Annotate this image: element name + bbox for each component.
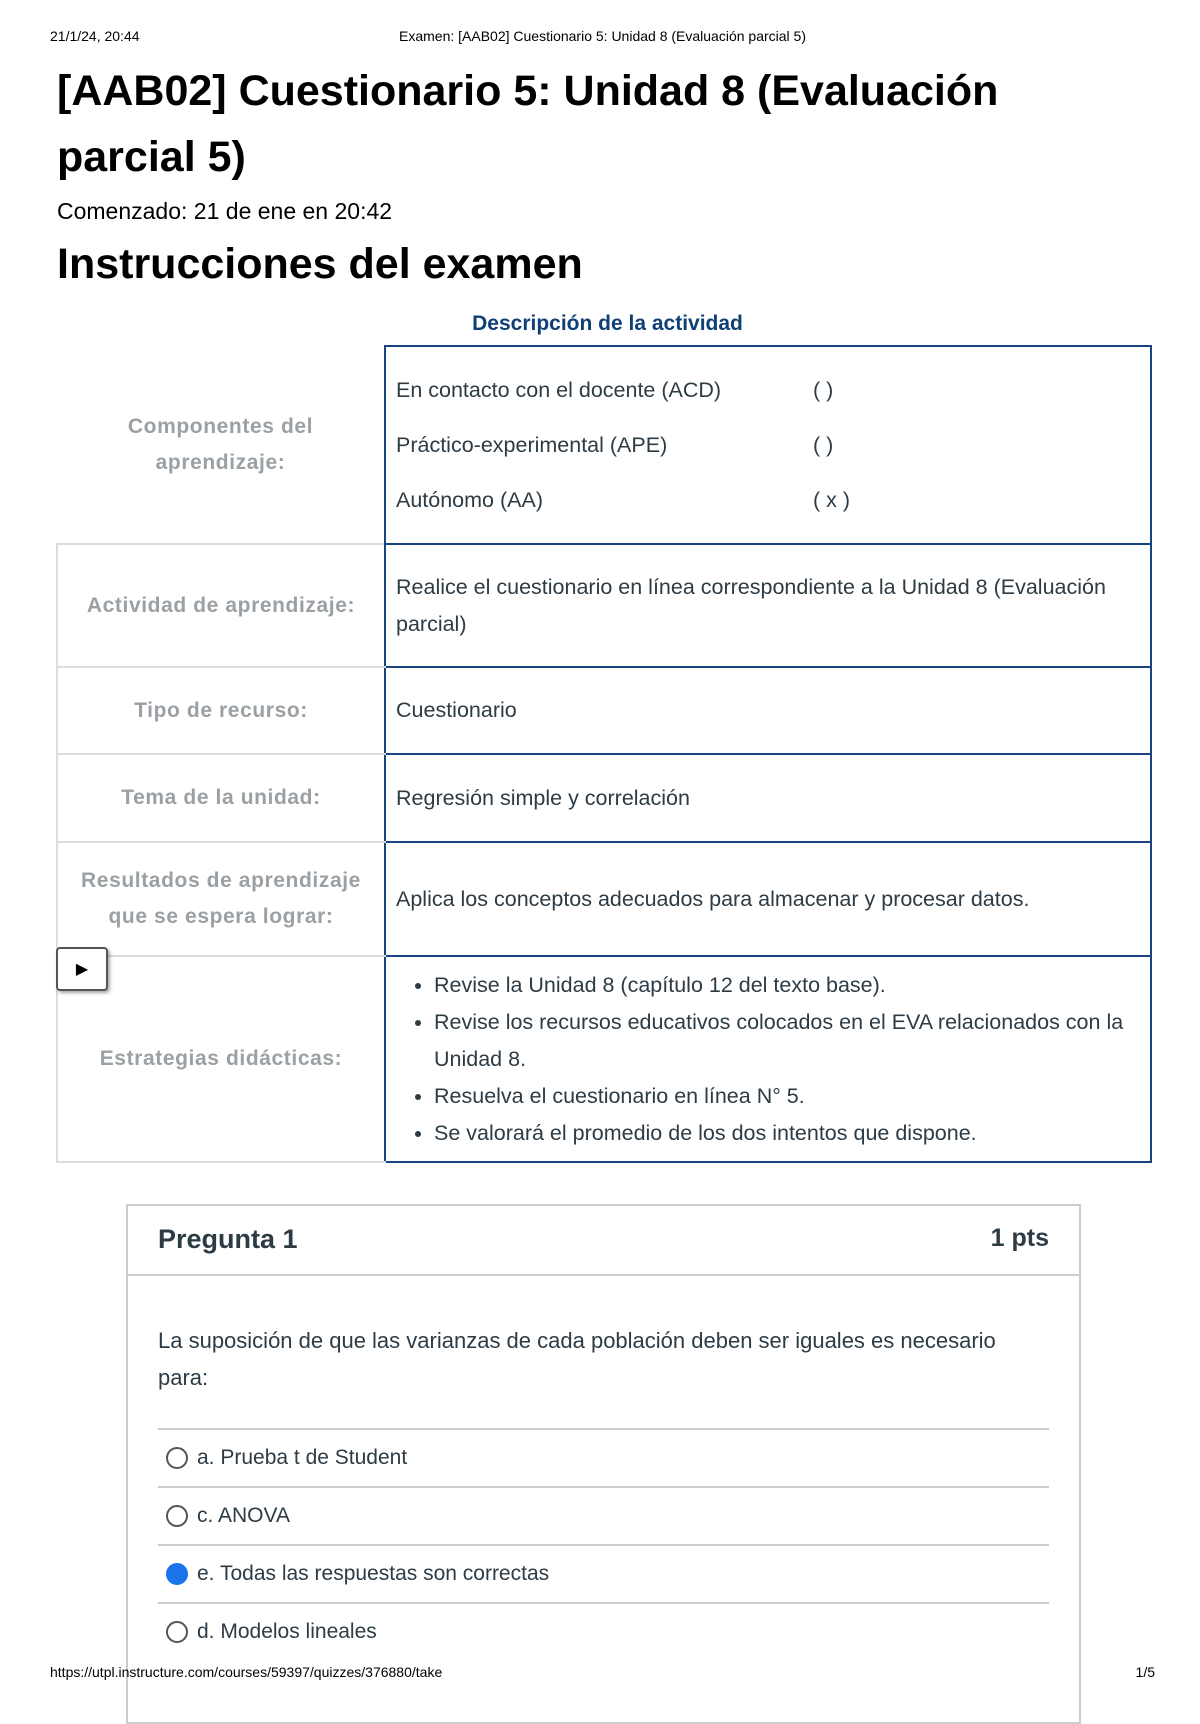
component-ape: Práctico-experimental (APE) ( ) (396, 432, 834, 457)
radio-button[interactable] (166, 1621, 188, 1643)
print-doc-title: Examen: [AAB02] Cuestionario 5: Unidad 8 (Evaluación parcial 5) (399, 28, 806, 44)
answer-list (158, 1428, 1049, 1660)
answer-label[interactable]: e. Todas las respuestas son correctas (197, 1562, 550, 1585)
play-icon: ▶ (75, 961, 89, 978)
resource-value: Cuestionario (385, 667, 1151, 754)
radio-button[interactable] (166, 1563, 188, 1585)
strategies-list (396, 967, 1150, 1152)
outcomes-label: Resultados de aprendizaje que se espera lograr: (57, 842, 385, 956)
list-item: • Revise los recursos educativos colocados en el EVA relacionados con la Unidad 8. (434, 1004, 1150, 1078)
radio-button[interactable] (166, 1447, 188, 1469)
print-footer (50, 1664, 1155, 1684)
outcomes-value: Aplica los conceptos adecuados para almacenar y procesar datos. (385, 842, 1151, 956)
print-url: https://utpl.instructure.com/courses/59397/quizzes/376880/take (50, 1664, 443, 1680)
question-name: Pregunta 1 (158, 1224, 298, 1254)
topic-label: Tema de la unidad: (57, 754, 385, 842)
strategies-value (385, 956, 1151, 1162)
answer-label[interactable]: c. ANOVA (197, 1504, 290, 1527)
print-date: 21/1/24, 20:44 (50, 28, 140, 44)
table-caption: Descripción de la actividad (472, 312, 743, 335)
answer-option-e[interactable] (158, 1544, 1049, 1602)
topic-value: Regresión simple y correlación (385, 754, 1151, 842)
quiz-title: [AAB02] Cuestionario 5: Unidad 8 (Evaluación parcial 5) (57, 67, 999, 181)
answer-label[interactable]: a. Prueba t de Student (197, 1446, 408, 1469)
list-item: • Resuelva el cuestionario en línea N° 5. (434, 1078, 1150, 1115)
question-text: La suposición de que las varianzas de cada población deben ser iguales es necesario para: (158, 1328, 996, 1390)
component-acd: En contacto con el docente (ACD) ( ) (396, 377, 834, 402)
answer-label[interactable]: d. Modelos lineales (197, 1620, 377, 1643)
list-item: • Revise la Unidad 8 (capítulo 12 del texto base). (434, 967, 1150, 1004)
question-header (128, 1206, 1079, 1276)
question-card (126, 1204, 1081, 1724)
radio-button[interactable] (166, 1505, 188, 1527)
activity-label: Actividad de aprendizaje: (57, 544, 385, 667)
resource-label: Tipo de recurso: (57, 667, 385, 754)
instructions-title: Instrucciones del examen (57, 240, 583, 288)
strategies-label: Estrategias didácticas: (57, 956, 385, 1162)
play-button[interactable] (56, 947, 108, 991)
activity-table (56, 345, 1152, 1163)
question-points: 1 pts (990, 1224, 1049, 1252)
answer-option-a[interactable] (158, 1428, 1049, 1486)
answer-option-d[interactable] (158, 1602, 1049, 1660)
component-aa: Autónomo (AA) ( x ) (396, 487, 851, 512)
activity-value: Realice el cuestionario en línea correspondiente a la Unidad 8 (Evaluación parcial) (385, 544, 1151, 667)
page-number: 1/5 (1135, 1664, 1155, 1680)
components-label: Componentes del aprendizaje: (127, 414, 314, 474)
print-header (50, 28, 1155, 48)
started-timestamp: Comenzado: 21 de ene en 20:42 (57, 198, 393, 224)
components-value (385, 346, 1151, 544)
answer-option-c[interactable] (158, 1486, 1049, 1544)
list-item: • Se valorará el promedio de los dos intentos que dispone. (434, 1115, 1150, 1152)
